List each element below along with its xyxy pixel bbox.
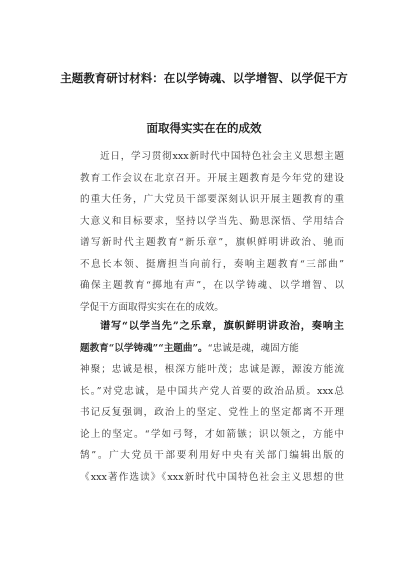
paragraph-line: 不息长本领、挺膺担当向前行，奏响主题教育“三部曲”	[80, 258, 344, 270]
paragraph-line: 确保主题教育“掷地有声”，在以学铸魂、以学增智、以	[80, 280, 344, 291]
section-heading-text: 题教育“以学铸魂”“主题曲”。	[80, 342, 208, 354]
paragraph-line: 教育工作会议在北京召开。开展主题教育是今年党的建设	[80, 172, 344, 184]
paragraph-line: 长。”对党忠诚，是中国共产党人首要的政治品质。xxx总	[80, 385, 344, 397]
paragraph-line: 鹄”。广大党员干部要利用好中央有关部门编辑出版的	[80, 450, 344, 461]
section-heading-line: 谱写“以学当先”之乐章，旗帜鲜明讲政治，奏响主	[100, 320, 344, 332]
paragraph-line: 《xxx著作选读》《xxx新时代中国特色社会主义思想的世	[80, 471, 344, 483]
paragraph-line: 神聚；忠诚是根，根深方能叶茂；忠诚是源，源浚方能流	[80, 364, 344, 375]
paragraph-line: 谱写新时代主题教育“新乐章”，旗帜鲜明讲政治、驰而	[80, 237, 344, 248]
document-title-line-2: 面取得实实在在的成效	[146, 121, 262, 135]
paragraph-intro	[80, 146, 344, 318]
paragraph-line: 大意义和目标要求，坚持以学当先、勤思深悟、学用结合	[80, 215, 344, 227]
paragraph-section-1	[80, 316, 344, 488]
paragraph-line: 近日，学习贯彻xxx新时代中国特色社会主义思想主题	[100, 151, 344, 162]
paragraph-line: 论上的坚定。“学如弓弩，才如箭镞；识以领之，方能中	[80, 428, 344, 440]
document-title-line-1: 主题教育研讨材料：在以学铸魂、以学增智、以学促干方	[60, 71, 348, 85]
section-body-start: “忠诚是魂，魂固方能	[207, 342, 299, 354]
paragraph-line: 的重大任务，广大党员干部要深刻认识开展主题教育的重	[80, 194, 344, 205]
section-heading-line-with-tail	[80, 338, 344, 360]
paragraph-line: 学促干方面取得实实在在的成效。	[80, 301, 224, 313]
paragraph-line: 书记反复强调，政治上的坚定、党性上的坚定都离不开理	[80, 407, 344, 418]
